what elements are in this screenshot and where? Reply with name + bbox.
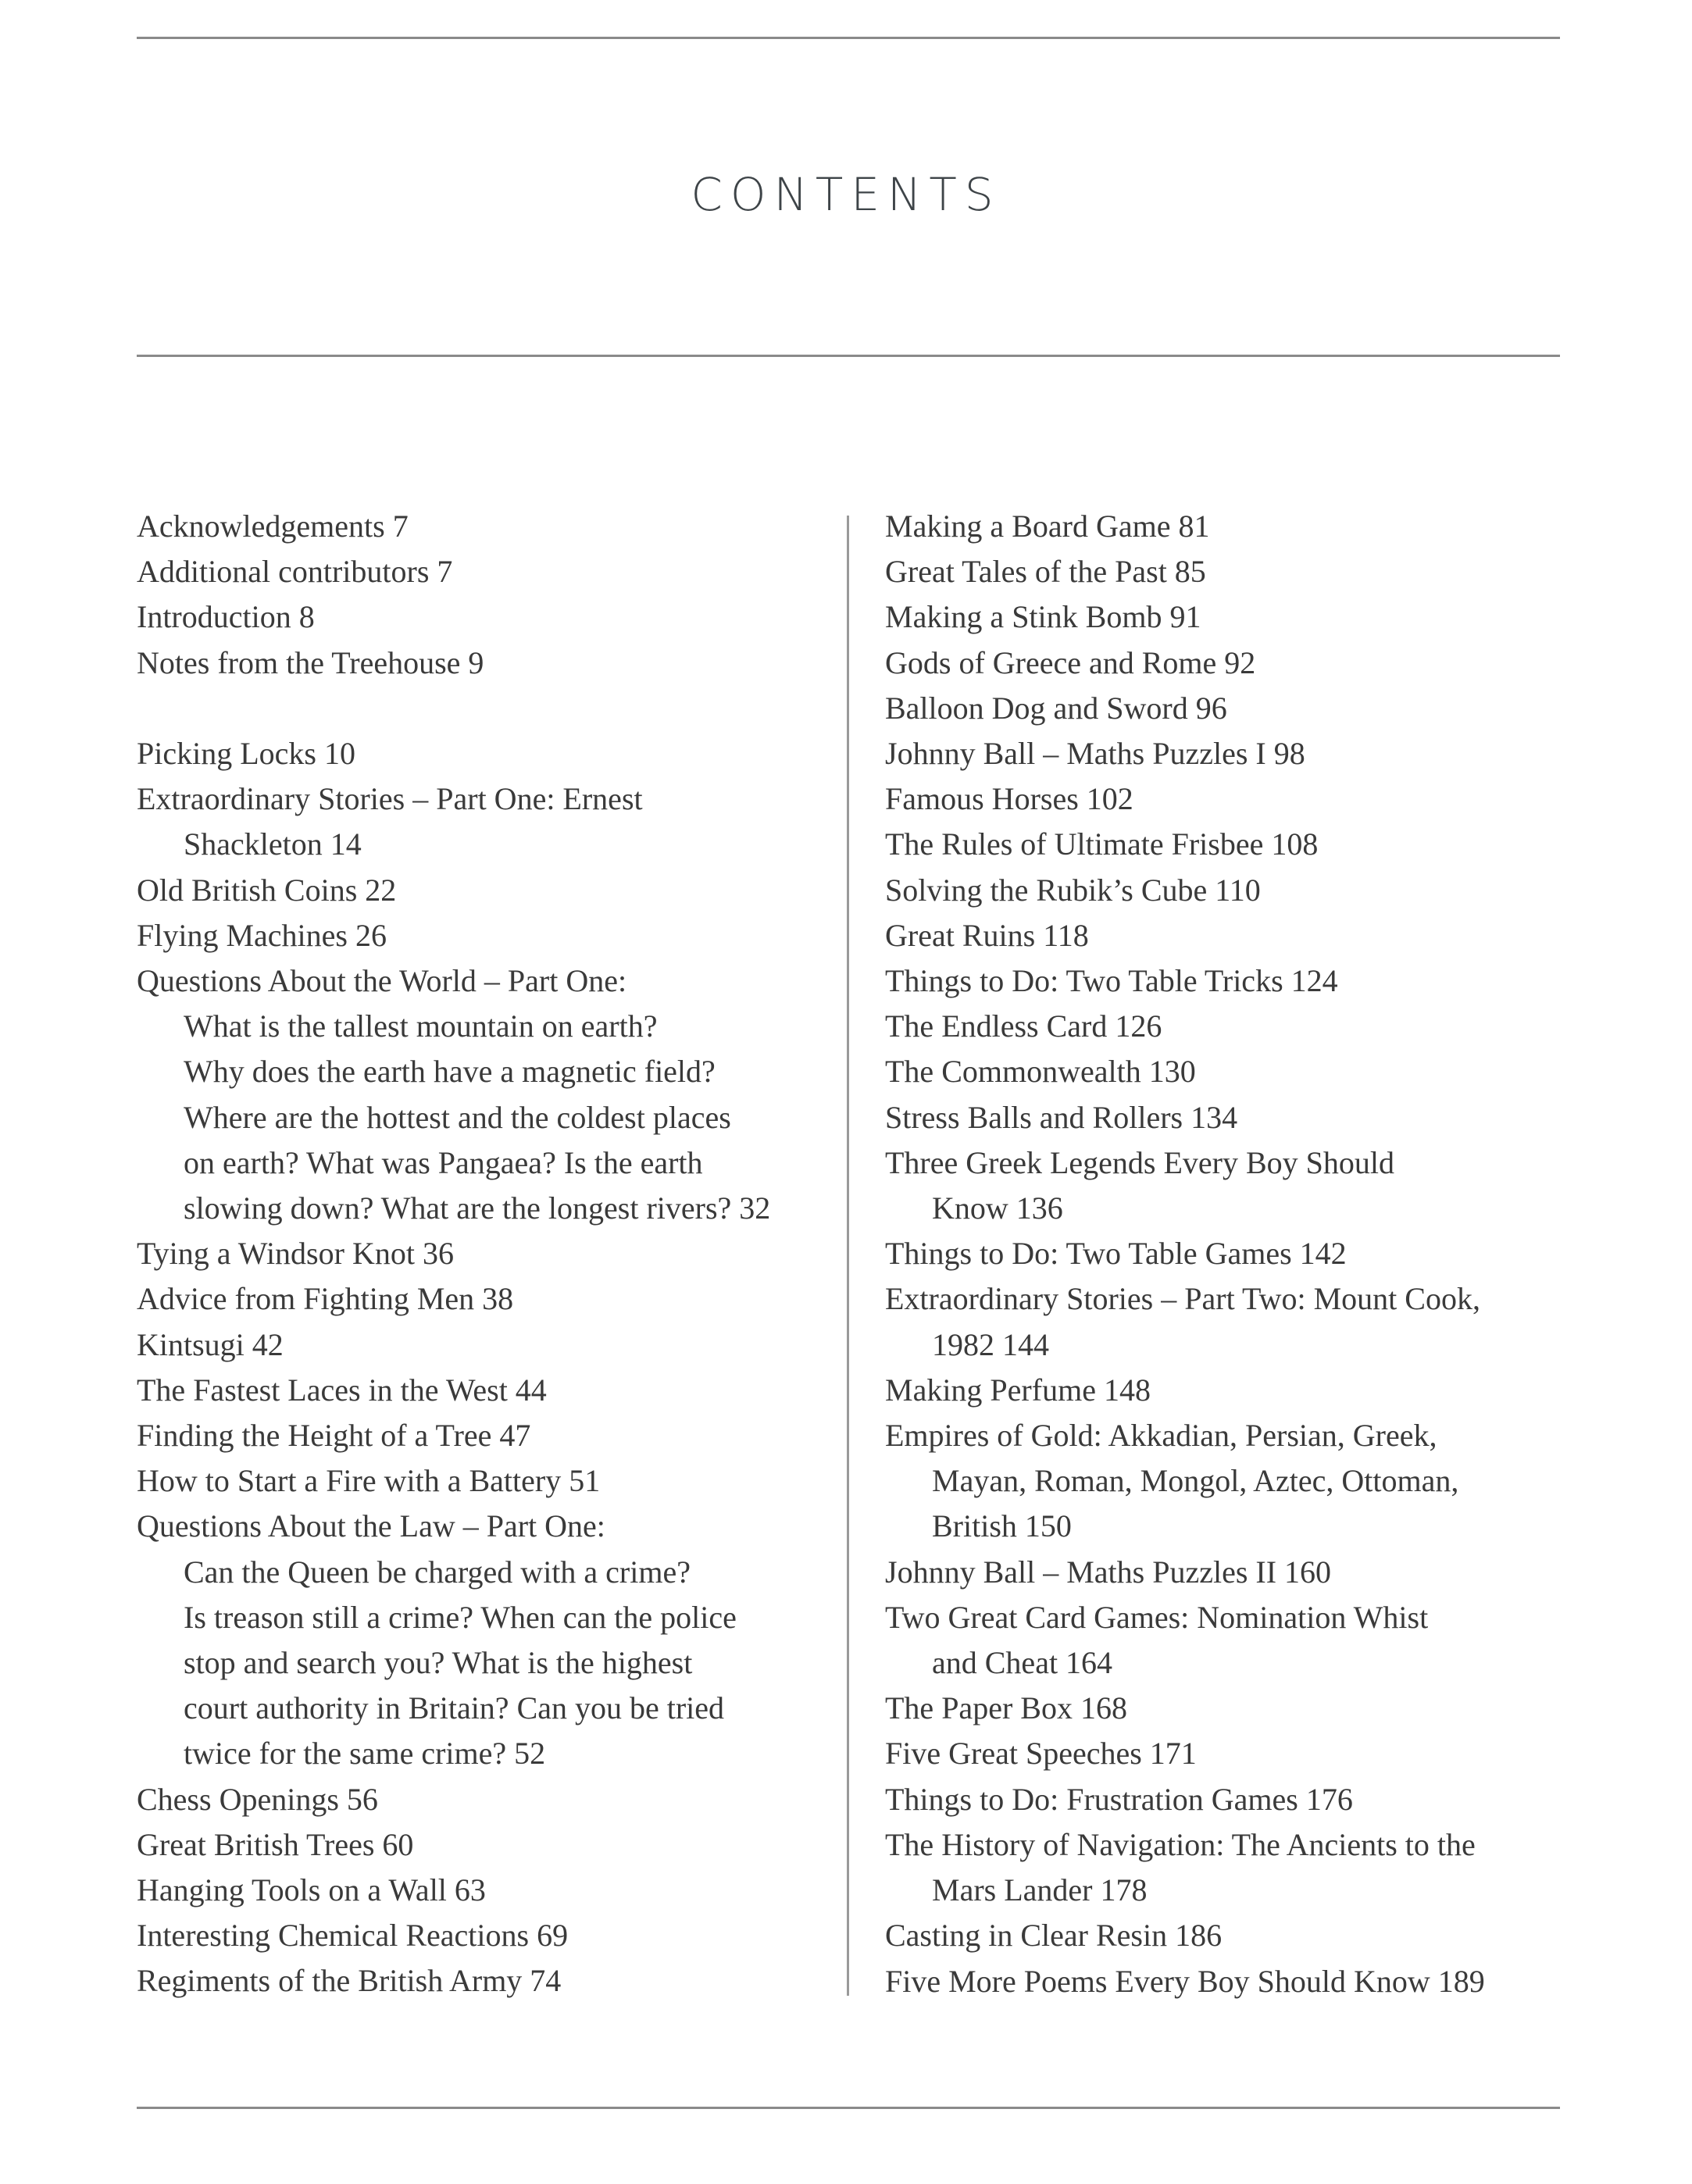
toc-entry [885, 731, 1572, 776]
toc-entry-title: The Paper Box 168 [885, 1690, 1127, 1726]
toc-entry-title: The Endless Card 126 [885, 1008, 1162, 1044]
title-rule [137, 355, 1560, 357]
toc-entry-title: Kintsugi 42 [137, 1326, 284, 1362]
toc-entry-title: Extraordinary Stories – Part One: Ernest [137, 781, 643, 817]
toc-entry-continuation: Is treason still a crime? When can the police [184, 1599, 737, 1635]
toc-entry-title: Notes from the Treehouse 9 [137, 644, 484, 680]
toc-entry-title: Solving the Rubik’s Cube 110 [885, 872, 1261, 908]
toc-entry [137, 1958, 824, 2004]
toc-entry-title: Old British Coins 22 [137, 872, 397, 908]
toc-entry [885, 1004, 1572, 1049]
page-title: CONTENTS [691, 168, 1001, 221]
toc-entry-title: Gods of Greece and Rome 92 [885, 644, 1256, 680]
toc-right-column [885, 504, 1572, 2004]
toc-entry [885, 1231, 1572, 1276]
toc-entry-continuation: Know 136 [932, 1190, 1063, 1226]
toc-entry-title: Advice from Fighting Men 38 [137, 1281, 514, 1317]
toc-entry [885, 958, 1572, 1004]
toc-entry [885, 1413, 1572, 1550]
toc-entry-title: Flying Machines 26 [137, 917, 387, 953]
toc-entry [137, 641, 824, 686]
toc-entry-continuation: Mars Lander 178 [932, 1872, 1148, 1908]
toc-entry-title: Chess Openings 56 [137, 1781, 378, 1817]
toc-entry [885, 1686, 1572, 1731]
toc-entry-title: Johnny Ball – Maths Puzzles I 98 [885, 736, 1305, 772]
toc-entry-continuation: slowing down? What are the longest rivers? 32 [184, 1190, 771, 1226]
toc-entry-continuation: stop and search you? What is the highest [184, 1645, 693, 1681]
toc-entry-title: Additional contributors 7 [137, 554, 453, 590]
toc-entry [885, 776, 1572, 822]
toc-entry-title: Stress Balls and Rollers 134 [885, 1099, 1238, 1135]
toc-entry-title: Two Great Card Games: Nomination Whist [885, 1599, 1429, 1635]
toc-entry-continuation: court authority in Britain? Can you be tried [184, 1690, 725, 1726]
toc-entry-title: Interesting Chemical Reactions 69 [137, 1918, 569, 1954]
toc-entry [885, 822, 1572, 867]
toc-entry-title: Making Perfume 148 [885, 1372, 1151, 1408]
toc-entry-continuation: Mayan, Roman, Mongol, Aztec, Ottoman, [932, 1463, 1459, 1499]
toc-entry-title: Famous Horses 102 [885, 781, 1133, 817]
toc-entry [137, 776, 824, 867]
toc-entry [885, 594, 1572, 640]
toc-entry-title: Things to Do: Frustration Games 176 [885, 1781, 1353, 1817]
toc-entry-title: The Rules of Ultimate Frisbee 108 [885, 826, 1319, 862]
toc-entry-continuation: twice for the same crime? 52 [184, 1736, 546, 1772]
toc-entry [137, 1458, 824, 1504]
toc-entry-title: Three Greek Legends Every Boy Should [885, 1144, 1395, 1180]
toc-entry [137, 868, 824, 913]
toc-entry [885, 913, 1572, 958]
column-divider [847, 516, 849, 1996]
toc-entry [137, 1413, 824, 1458]
toc-entry-title: Questions About the World – Part One: [137, 963, 627, 999]
bottom-rule [137, 2107, 1560, 2109]
top-rule [137, 37, 1560, 39]
toc-entry-title: Tying a Windsor Knot 36 [137, 1236, 454, 1272]
toc-entry [885, 1049, 1572, 1094]
toc-entry-title: Five More Poems Every Boy Should Know 189 [885, 1963, 1485, 1999]
toc-entry-title: Empires of Gold: Akkadian, Persian, Greek, [885, 1418, 1437, 1454]
toc-entry [885, 1550, 1572, 1595]
toc-entry-continuation: 1982 144 [932, 1326, 1049, 1362]
toc-entry [885, 1822, 1572, 1913]
toc-entry-continuation: Why does the earth have a magnetic field? [184, 1054, 716, 1090]
toc-entry [137, 958, 824, 1231]
toc-entry [885, 504, 1572, 549]
toc-entry-title: Things to Do: Two Table Games 142 [885, 1236, 1347, 1272]
toc-entry [137, 913, 824, 958]
toc-entry [137, 1504, 824, 1776]
toc-entry [885, 549, 1572, 594]
toc-entry [137, 504, 824, 549]
toc-entry-title: Making a Board Game 81 [885, 509, 1210, 544]
toc-entry-continuation: British 150 [932, 1508, 1072, 1544]
toc-entry-title: Picking Locks 10 [137, 736, 355, 771]
toc-entry-continuation: on earth? What was Pangaea? Is the earth [184, 1144, 703, 1180]
toc-entry-continuation: Where are the hottest and the coldest places [184, 1099, 731, 1135]
toc-entry [885, 641, 1572, 686]
toc-entry-title: Balloon Dog and Sword 96 [885, 690, 1227, 726]
toc-entry-title: Hanging Tools on a Wall 63 [137, 1872, 486, 1908]
toc-entry [885, 1095, 1572, 1140]
toc-entry [137, 1231, 824, 1276]
toc-entry [137, 594, 824, 640]
toc-left-column [137, 504, 824, 2004]
toc-entry-title: Extraordinary Stories – Part Two: Mount Cook, [885, 1281, 1480, 1317]
toc-entry [885, 1913, 1572, 1958]
toc-entry [885, 1959, 1572, 2004]
toc-entry-continuation: and Cheat 164 [932, 1645, 1113, 1681]
toc-entry-continuation: What is the tallest mountain on earth? [184, 1008, 658, 1044]
toc-entry [137, 731, 824, 776]
toc-entry [885, 1368, 1572, 1413]
toc-entry-title: The Fastest Laces in the West 44 [137, 1372, 547, 1408]
toc-entry-title: Regiments of the British Army 74 [137, 1963, 562, 1999]
toc-entry-title: Great Tales of the Past 85 [885, 554, 1206, 590]
toc-entry-title: Five Great Speeches 171 [885, 1736, 1197, 1772]
toc-entry-title: Things to Do: Two Table Tricks 124 [885, 963, 1338, 999]
toc-entry [137, 1777, 824, 1822]
toc-entry-title: Finding the Height of a Tree 47 [137, 1418, 531, 1454]
toc-entry [885, 686, 1572, 731]
toc-entry [885, 1595, 1572, 1686]
toc-entry [885, 1276, 1572, 1367]
toc-entry-continuation: Shackleton 14 [184, 826, 362, 862]
toc-entry [137, 1868, 824, 1913]
toc-entry [885, 1140, 1572, 1231]
toc-entry [137, 1913, 824, 1958]
toc-entry-title: Acknowledgements 7 [137, 509, 409, 544]
toc-entry [885, 1731, 1572, 1776]
toc-entry [885, 868, 1572, 913]
toc-entry-title: Introduction 8 [137, 599, 315, 635]
toc-entry-title: Great Ruins 118 [885, 917, 1089, 953]
toc-entry [137, 549, 824, 594]
toc-entry-title: Making a Stink Bomb 91 [885, 599, 1201, 635]
toc-entry-title: Johnny Ball – Maths Puzzles II 160 [885, 1554, 1332, 1590]
toc-entry-title: How to Start a Fire with a Battery 51 [137, 1463, 601, 1499]
toc-entry [885, 1777, 1572, 1822]
toc-entry-title: Questions About the Law – Part One: [137, 1508, 605, 1544]
toc-entry [137, 1822, 824, 1868]
toc-entry-continuation: Can the Queen be charged with a crime? [184, 1554, 691, 1590]
section-gap [137, 686, 824, 731]
toc-entry-title: The History of Navigation: The Ancients to the [885, 1826, 1476, 1862]
toc-entry [137, 1368, 824, 1413]
toc-entry [137, 1322, 824, 1368]
toc-entry-title: Great British Trees 60 [137, 1826, 414, 1862]
toc-entry-title: Casting in Clear Resin 186 [885, 1918, 1223, 1954]
toc-entry-title: The Commonwealth 130 [885, 1054, 1196, 1090]
toc-entry [137, 1276, 824, 1322]
